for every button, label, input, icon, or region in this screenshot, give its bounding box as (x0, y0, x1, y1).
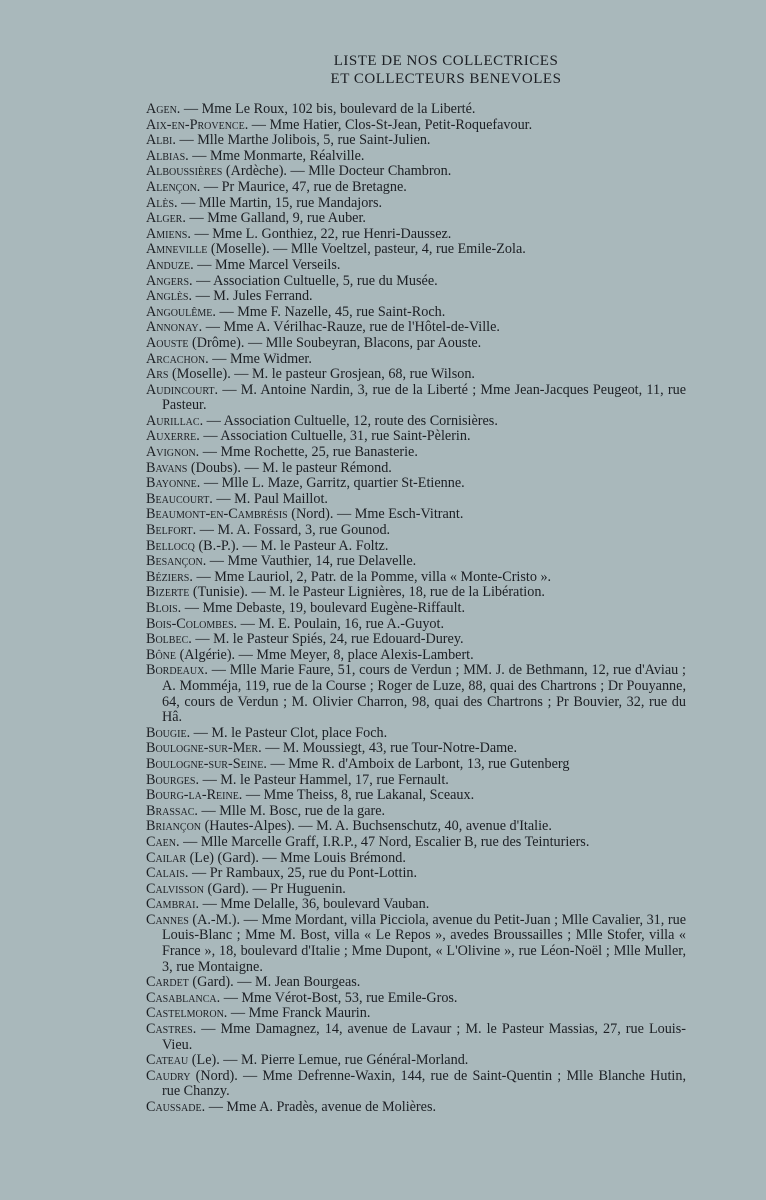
city-name: Aurillac. (146, 412, 204, 429)
list-item (146, 851, 686, 867)
city-name: Bavans (146, 459, 188, 476)
collector-details: — Mme Monmarte, Réalville. (188, 147, 365, 164)
city-name: Aouste (146, 334, 189, 351)
collector-details: — M. le Pasteur Hammel, 17, rue Fernault. (199, 771, 449, 788)
list-item (146, 539, 686, 555)
collector-details: — Mme A. Vérilhac-Rauze, rue de l'Hôtel-de-Ville. (202, 319, 500, 336)
city-name: Arcachon. (146, 350, 209, 367)
list-item (146, 975, 686, 991)
collector-details: — M. Antoine Nardin, 3, rue de la Liberté ; Mme Jean-Jacques Peugeot, 11, rue Pasteur. (162, 381, 686, 414)
list-item (146, 118, 686, 134)
collector-details: — M. Moussiegt, 43, rue Tour-Notre-Dame. (261, 740, 518, 757)
list-item (146, 1006, 686, 1022)
collector-list (146, 102, 686, 1116)
list-item (146, 258, 686, 274)
collector-details: — Mlle Martin, 15, rue Mandajors. (177, 194, 383, 211)
collector-details: (Algérie). — Mme Meyer, 8, place Alexis-Lambert. (176, 646, 474, 663)
collector-details: — M. le Pasteur Clot, place Foch. (190, 724, 388, 741)
list-item (146, 913, 686, 975)
collector-details: — Mme Galland, 9, rue Auber. (185, 210, 366, 227)
city-name: Bône (146, 646, 177, 663)
list-item (146, 211, 686, 227)
city-name: Cardet (146, 974, 189, 991)
list-item (146, 149, 686, 165)
collector-details: (Moselle). — M. le pasteur Grosjean, 68, rue Wilson. (168, 366, 475, 383)
city-name: Belfort. (146, 522, 197, 539)
collector-details: — Mme Marcel Verseils. (193, 256, 341, 273)
list-item (146, 227, 686, 243)
city-name: Casablanca. (146, 989, 221, 1006)
list-item (146, 383, 686, 414)
city-name: Auxerre. (146, 428, 200, 445)
list-item (146, 617, 686, 633)
collector-details: — Mlle M. Bosc, rue de la gare. (197, 802, 386, 819)
list-item (146, 180, 686, 196)
city-name: Bizerte (146, 584, 190, 601)
city-name: Caudry (146, 1067, 191, 1084)
list-item (146, 1069, 686, 1100)
city-name: Alençon. (146, 178, 201, 195)
city-name: Castres. (146, 1021, 197, 1038)
collector-details: — Mme L. Gonthiez, 22, rue Henri-Daussez. (190, 225, 452, 242)
list-item (146, 897, 686, 913)
city-name: Boulogne-sur-Mer. (146, 740, 262, 757)
list-item (146, 726, 686, 742)
city-name: Bougie. (146, 724, 191, 741)
collector-details: — M. Paul Maillot. (212, 490, 328, 507)
city-name: Castelmoron. (146, 1005, 228, 1022)
list-item (146, 757, 686, 773)
city-name: Alboussières (146, 163, 223, 180)
collector-details: — Mme Widmer. (208, 350, 312, 367)
list-item (146, 788, 686, 804)
collector-details: — Mme Theiss, 8, rue Lakanal, Sceaux. (242, 787, 475, 804)
city-name: Annonay. (146, 319, 203, 336)
list-item (146, 429, 686, 445)
city-name: Calais. (146, 865, 189, 882)
list-item (146, 601, 686, 617)
city-name: Albi. (146, 132, 176, 149)
collector-details: — Mme Vauthier, 14, rue Delavelle. (206, 553, 417, 570)
list-item (146, 507, 686, 523)
city-name: Bellocq (146, 537, 195, 554)
city-name: Alger. (146, 210, 186, 227)
list-item (146, 632, 686, 648)
city-name: Boulogne-sur-Seine. (146, 755, 267, 772)
city-name: Amneville (146, 241, 208, 258)
list-item (146, 242, 686, 258)
collector-details: — Pr Maurice, 47, rue de Bretagne. (200, 178, 407, 195)
city-name: Cailar (146, 849, 187, 866)
city-name: Beaucourt. (146, 490, 213, 507)
collector-details: (Doubs). — M. le pasteur Rémond. (187, 459, 392, 476)
city-name: Anglès. (146, 288, 193, 305)
city-name: Angoulême. (146, 303, 216, 320)
list-item (146, 414, 686, 430)
collector-details: — Mme Rochette, 25, rue Banasterie. (199, 444, 418, 461)
city-name: Cateau (146, 1052, 189, 1069)
city-name: Besançon. (146, 553, 207, 570)
city-name: Cannes (146, 911, 189, 928)
collector-details: (Drôme). — Mlle Soubeyran, Blacons, par Aouste. (188, 334, 482, 351)
list-item (146, 289, 686, 305)
collector-details: (A.-M.). — Mme Mordant, villa Picciola, avenue du Petit-Juan ; Mlle Cavalier, 31, rue Louis-Blanc ; Mme M. Bost, villa « Le Repos », avedes Broussailles ; Mlle Stofer, villa « France », 18, boulevard d'Italie ; Mme Dupont, « L'Olivine », rue Léon-Noël ; Mlle Muller, 3, rue Montaigne. (162, 911, 686, 975)
list-item (146, 991, 686, 1007)
list-item (146, 274, 686, 290)
collector-details: — Mme Delalle, 36, boulevard Vauban. (199, 896, 430, 913)
collector-details: — Mme A. Pradès, avenue de Molières. (205, 1099, 437, 1115)
city-name: Audincourt. (146, 381, 219, 398)
list-item (146, 585, 686, 601)
city-name: Blois. (146, 600, 182, 616)
city-name: Bolbec. (146, 631, 192, 648)
collector-details: — Mlle Marie Faure, 51, cours de Verdun ; MM. J. de Bethmann, 12, rue d'Aviau ; A. Momméja, 119, rue de la Course ; Roger de Luze, 88, quai des Chartrons ; Dr Pouyanne, 64, cours de Verdun ; M. Olivier Charron, 98, quai des Chartrons ; Pr Bouvier, 32, rue du Hâ. (162, 662, 686, 726)
list-item (146, 320, 686, 336)
list-item (146, 648, 686, 664)
city-name: Amiens. (146, 225, 191, 242)
list-item (146, 352, 686, 368)
collector-details: (Ardèche). — Mlle Docteur Chambron. (222, 163, 452, 180)
city-name: Avignon. (146, 444, 200, 461)
list-item (146, 461, 686, 477)
collector-details: (Tunisie). — M. le Pasteur Lignières, 18, rue de la Libération. (189, 584, 545, 601)
list-item (146, 866, 686, 882)
city-name: Caen. (146, 833, 180, 850)
list-item (146, 133, 686, 149)
list-item (146, 196, 686, 212)
collector-details: (Nord). — Mme Esch-Vitrant. (287, 506, 464, 523)
list-item (146, 476, 686, 492)
city-name: Bourg-la-Reine. (146, 787, 243, 804)
collector-details: — Mme Debaste, 19, boulevard Eugène-Riffault. (181, 600, 466, 616)
city-name: Albias. (146, 147, 189, 164)
list-item (146, 835, 686, 851)
collector-details: (Nord). — Mme Defrenne-Waxin, 144, rue de Saint-Quentin ; Mlle Blanche Hutin, rue Chanzy. (162, 1067, 686, 1100)
collector-details: — Mme R. d'Amboix de Larbont, 13, rue Gutenberg (266, 755, 570, 772)
title-line-1: LISTE DE NOS COLLECTRICES (333, 53, 559, 69)
collector-details: — Mlle L. Maze, Garritz, quartier St-Etienne. (200, 475, 465, 492)
list-item (146, 741, 686, 757)
collector-details: — M. E. Poulain, 16, rue A.-Guyot. (237, 615, 444, 632)
city-name: Béziers. (146, 568, 193, 585)
city-name: Ars (146, 366, 169, 383)
list-item (146, 164, 686, 180)
collector-details: — M. Jules Ferrand. (192, 288, 313, 305)
collector-details: — Pr Rambaux, 25, rue du Pont-Lottin. (188, 865, 418, 882)
collector-details: — Mlle Marcelle Graff, I.R.P., 47 Nord, Escalier B, rue des Teinturiers. (179, 833, 590, 850)
list-item (146, 1053, 686, 1069)
collector-details: — Association Cultuelle, 12, route des Cornisières. (203, 412, 498, 429)
title-line-2: ET COLLECTEURS BENEVOLES (330, 71, 562, 87)
list-item (146, 554, 686, 570)
collector-details: — Mme Hatier, Clos-St-Jean, Petit-Roquefavour. (248, 116, 533, 133)
collector-details: — Mme Damagnez, 14, avenue de Lavaur ; M. le Pasteur Massias, 27, rue Louis-Vieu. (162, 1021, 686, 1053)
collector-details: (Gard). — Pr Huguenin. (204, 880, 346, 897)
city-name: Bourges. (146, 771, 200, 788)
collector-details: (B.-P.). — M. le Pasteur A. Foltz. (194, 537, 389, 554)
city-name: Aix-en-Provence. (146, 116, 249, 133)
collector-details: (Le). — M. Pierre Lemue, rue Général-Morland. (188, 1052, 469, 1069)
city-name: Beaumont-en-Cambrésis (146, 506, 288, 523)
collector-details: — M. A. Fossard, 3, rue Gounod. (196, 522, 391, 539)
collector-details: — Association Cultuelle, 31, rue Saint-Pèlerin. (199, 428, 471, 445)
list-item (146, 305, 686, 321)
collector-details: — Mme Le Roux, 102 bis, boulevard de la Liberté. (180, 101, 476, 117)
city-name: Bayonne. (146, 475, 201, 492)
collector-details: — Mlle Marthe Jolibois, 5, rue Saint-Julien. (175, 132, 431, 149)
list-item (146, 445, 686, 461)
city-name: Anduze. (146, 256, 194, 273)
list-item (146, 1022, 686, 1053)
list-item (146, 570, 686, 586)
page-title (146, 52, 686, 88)
list-item (146, 102, 686, 118)
collector-details: (Hautes-Alpes). — M. A. Buchsenschutz, 40, avenue d'Italie. (201, 818, 552, 835)
collector-details: — Mme Vérot-Bost, 53, rue Emile-Gros. (220, 989, 458, 1006)
list-item (146, 336, 686, 352)
city-name: Calvisson (146, 880, 204, 897)
list-item (146, 523, 686, 539)
collector-details: — Association Cultuelle, 5, rue du Musée. (192, 272, 438, 289)
collector-details: — M. le Pasteur Spiés, 24, rue Edouard-Durey. (191, 631, 464, 648)
list-item (146, 819, 686, 835)
list-item (146, 367, 686, 383)
collector-details: — Mme Lauriol, 2, Patr. de la Pomme, villa « Monte-Cristo ». (192, 568, 552, 585)
list-item (146, 1100, 686, 1116)
list-item (146, 804, 686, 820)
list-item (146, 882, 686, 898)
collector-details: (Le) (Gard). — Mme Louis Brémond. (186, 849, 406, 866)
city-name: Cambrai. (146, 896, 200, 913)
city-name: Agen. (146, 101, 181, 117)
collector-details: (Gard). — M. Jean Bourgeas. (188, 974, 361, 991)
city-name: Caussade. (146, 1099, 206, 1115)
city-name: Alès. (146, 194, 178, 211)
city-name: Bordeaux. (146, 662, 208, 679)
collector-details: (Moselle). — Mlle Voeltzel, pasteur, 4, rue Emile-Zola. (207, 241, 526, 258)
collector-details: — Mme F. Nazelle, 45, rue Saint-Roch. (215, 303, 446, 320)
city-name: Briançon (146, 818, 202, 835)
list-item (146, 492, 686, 508)
city-name: Brassac. (146, 802, 198, 819)
list-item (146, 663, 686, 725)
collector-details: — Mme Franck Maurin. (227, 1005, 371, 1022)
list-item (146, 773, 686, 789)
city-name: Angers. (146, 272, 193, 289)
city-name: Bois-Colombes. (146, 615, 238, 632)
